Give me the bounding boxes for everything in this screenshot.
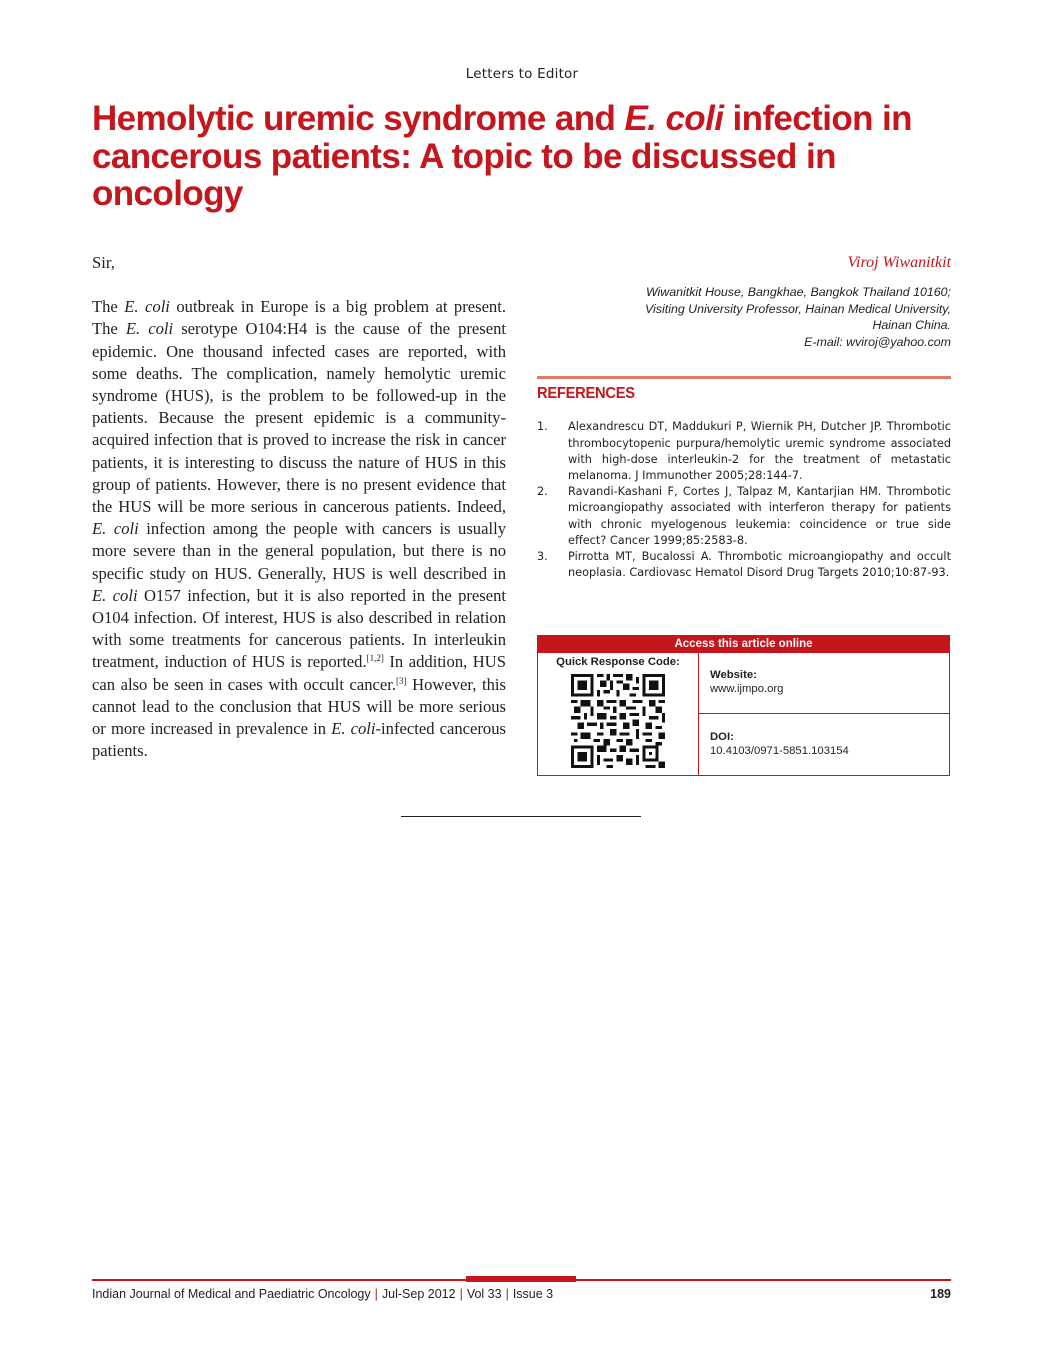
title-part-1: Hemolytic uremic syndrome and <box>92 99 625 138</box>
reference-number: 2. <box>537 485 548 499</box>
article-title <box>92 100 952 213</box>
affiliation-line: Hainan China. <box>872 318 951 333</box>
reference-item <box>537 549 951 581</box>
text-segment: serotype O104:H4 is the cause of the present epidemic. One thousand infected cases are reported, with some deaths. The complication, namely hemolytic uremic syndrome (HUS), is the problem to be followed-up in the patients. Because the present epidemic is a community-acquired infection that is proved to increase the risk in cancer patients, it is interesting to discuss the nature of HUS in this group of patients. However, there is no present evidence that the HUS will be more serious in cancerous patients. Indeed, <box>92 319 506 517</box>
issue-date: Jul-Sep 2012 <box>381 1287 456 1301</box>
italic-organism: E. coli <box>92 585 138 605</box>
qr-cell <box>538 653 699 775</box>
text-segment: outbreak in Europe is a big problem at present. The <box>92 297 506 339</box>
right-column <box>537 252 951 581</box>
references-divider <box>537 376 951 379</box>
author-name: Viroj Wiwanitkit <box>847 254 951 271</box>
access-box-header: Access this article online <box>538 636 949 653</box>
italic-organism: E. coli <box>125 319 174 339</box>
website-link[interactable]: www.ijmpo.org <box>710 683 784 695</box>
page-number: 189 <box>930 1287 951 1301</box>
reference-item <box>537 419 951 484</box>
access-box-body <box>538 653 949 775</box>
references-heading: REFERENCES <box>537 385 635 403</box>
text-segment: -infected cancerous patients. <box>92 719 506 761</box>
page-footer <box>92 1287 951 1301</box>
volume: Vol 33 <box>466 1287 502 1301</box>
access-article-box <box>537 635 950 776</box>
article-info-cell <box>699 653 949 775</box>
text-segment: O157 infection, but it is also reported in the present O104 infection. Of interest, HUS is also described in relation with some treatments for cancerous patients. In interleukin treatment, induction of HUS is reported. <box>92 585 506 672</box>
footer-accent-tab <box>466 1276 576 1282</box>
footer-separator: | <box>505 1287 509 1301</box>
title-part-2: infection in cancerous patients: A topic to be discussed in oncology <box>92 99 912 213</box>
references-list <box>537 419 951 581</box>
reference-number: 1. <box>537 420 548 434</box>
letter-paragraph <box>92 296 506 762</box>
citation-link[interactable]: [1,2] <box>366 653 384 664</box>
reference-text: Alexandrescu DT, Maddukuri P, Wiernik PH, Dutcher JP. Thrombotic thrombocytopenic purpura/hemolytic uremic syndrome associated with high-dose interleukin-2 for the treatment of metastatic melanoma. J Immunother 2005;28:144-7. <box>568 420 951 482</box>
journal-name: Indian Journal of Medical and Paediatric Oncology <box>92 1287 371 1301</box>
website-label: Website: <box>710 669 757 681</box>
text-segment: However, this cannot lead to the conclusion that HUS will be more serious or more increased in prevalence in <box>92 674 506 739</box>
reference-item <box>537 484 951 549</box>
website-row <box>699 653 949 713</box>
author-affiliation <box>537 284 951 350</box>
end-of-article-rule <box>401 816 641 817</box>
title-italic-organism: E. coli <box>624 99 724 138</box>
footer-separator: | <box>459 1287 463 1301</box>
reference-text: Pirrotta MT, Bucalossi A. Thrombotic microangiopathy and occult neoplasia. Cardiovasc Hematol Disord Drug Targets 2010;10:87-93. <box>568 550 951 580</box>
letter-body-column <box>92 252 506 762</box>
affiliation-line: Wiwanitkit House, Bangkhae, Bangkok Thailand 10160; <box>645 285 951 299</box>
italic-organism: E. coli <box>124 297 170 317</box>
doi-link[interactable]: 10.4103/0971-5851.103154 <box>710 745 849 757</box>
text-segment: In addition, HUS can also be seen in cases with occult cancer. <box>92 652 506 694</box>
reference-text: Ravandi-Kashani F, Cortes J, Talpaz M, Kantarjian HM. Thrombotic microangiopathy associated with interferon therapy for patients with chronic myelogenous leukemia: coincidence or true side effect? Cancer 1999;85:2583-8. <box>568 485 951 547</box>
salutation: Sir, <box>92 253 115 272</box>
text-segment: infection among the people with cancers is usually more severe than in the general population, but there is no specific study on HUS. Generally, HUS is well described in <box>92 519 506 583</box>
reference-number: 3. <box>537 550 548 563</box>
doi-label: DOI: <box>710 731 734 743</box>
footer-separator: | <box>374 1287 378 1301</box>
section-label: Letters to Editor <box>465 66 579 82</box>
italic-organism: E. coli <box>331 719 376 739</box>
text-segment: The <box>92 297 125 317</box>
journal-citation <box>92 1287 553 1301</box>
qr-label: Quick Response Code: <box>556 656 680 668</box>
author-email[interactable]: E-mail: wviroj@yahoo.com <box>804 334 951 349</box>
affiliation-line: Visiting University Professor, Hainan Medical University, <box>645 301 951 316</box>
issue: Issue 3 <box>512 1287 554 1301</box>
doi-row <box>699 713 949 775</box>
qr-code-icon[interactable] <box>571 674 665 768</box>
italic-organism: E. coli <box>92 519 139 539</box>
citation-link[interactable]: [3] <box>396 675 407 686</box>
